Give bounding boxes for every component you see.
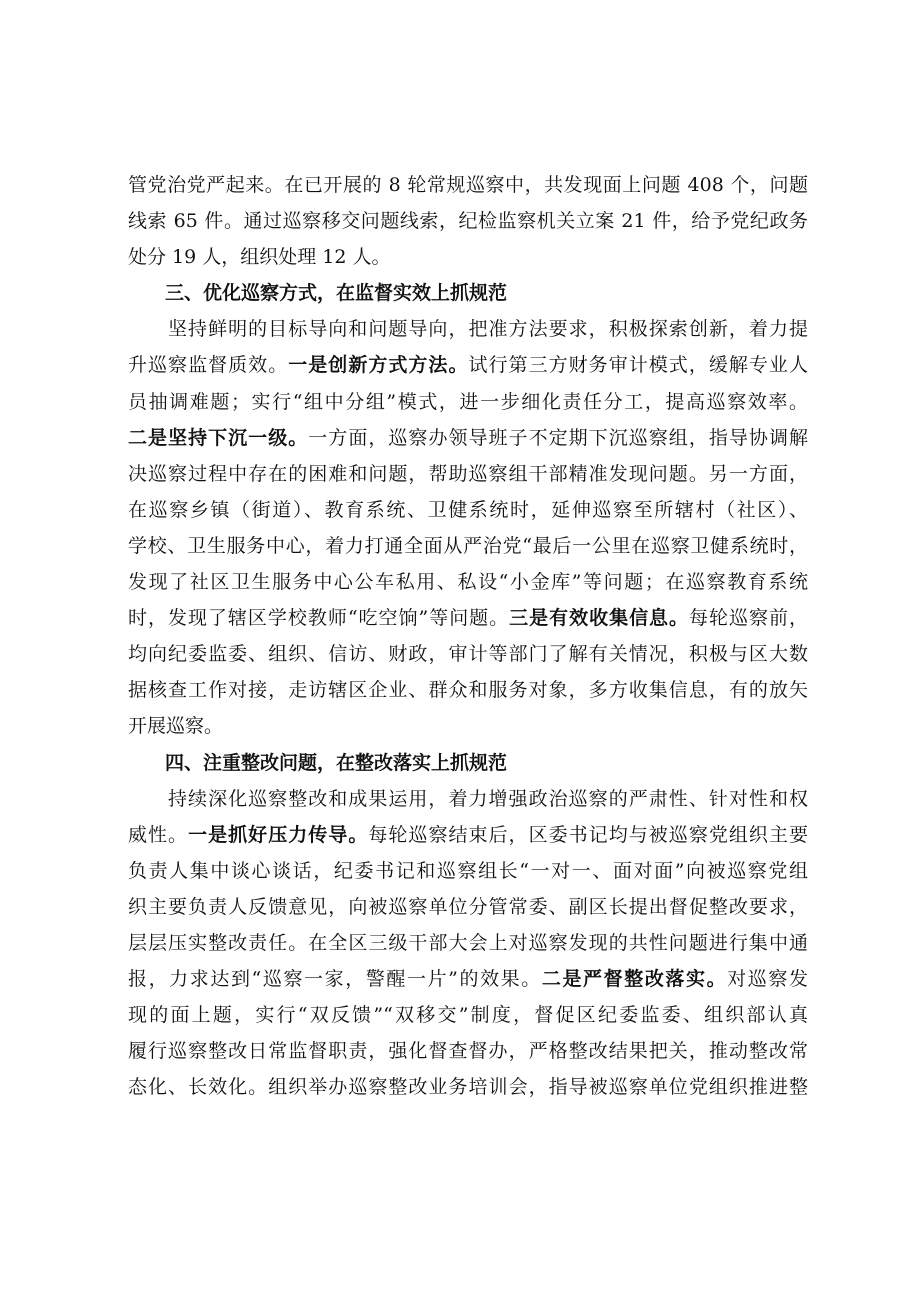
paragraph-line: [128, 961, 808, 997]
paragraph-line: [128, 600, 808, 636]
paragraph-line: 现的面上题，实行“双反馈”“双移交”制度，督促区纪委监委、组织部认真: [128, 1004, 808, 1027]
section-heading-3: 三、优化巡察方式，在监督实效上抓规范: [165, 282, 508, 305]
line-text: 报，力求达到“巡察一家，警醒一片”的效果。: [128, 968, 542, 991]
bold-point-1: 一是抓好压力传导。: [188, 823, 369, 846]
paragraph-line: 决巡察过程中存在的困难和问题，帮助巡察组干部精准发现问题。另一方面，: [128, 462, 808, 485]
paragraph-line: 员抽调难题；实行“组中分组”模式，进一步细化责任分工，提高巡察效率。: [128, 390, 808, 413]
paragraph-line: 管党治党严起来。在已开展的 8 轮常规巡察中，共发现面上问题 408 个，问题: [128, 174, 808, 196]
bold-point-1: 一是创新方式方法。: [288, 354, 469, 377]
line-text: 时，发现了辖区学校教师“吃空饷”等问题。: [128, 607, 510, 630]
line-text: 试行第三方财务审计模式，缓解专业人: [468, 354, 808, 377]
paragraph-line: 学校、卫生服务中心，着力打通全面从严治党“最后一公里在巡察卫健系统时，: [128, 534, 808, 557]
paragraph-line: 态化、长效化。组织举办巡察整改业务培训会，指导被巡察单位党组织推进整: [128, 1076, 808, 1099]
paragraph-line: 履行巡察整改日常监督职责，强化督查督办，严格整改结果把关，推动整改常: [128, 1040, 808, 1063]
paragraph-line: 层层压实整改责任。在全区三级干部大会上对巡察发现的共性问题进行集中通: [128, 931, 808, 954]
paragraph-line: [128, 347, 808, 383]
paragraph-line: 开展巡察。: [128, 715, 224, 738]
line-text: 威性。: [128, 823, 189, 846]
line-text: 一方面，巡察办领导班子不定期下沉巡察组，指导协调解: [308, 426, 808, 449]
paragraph-line: 坚持鲜明的目标导向和问题导向，把准方法要求，积极探索创新，着力提: [168, 318, 808, 341]
bold-point-2: 二是坚持下沉一级。: [128, 426, 309, 449]
paragraph-line: [128, 817, 808, 853]
line-text: 每轮巡察前，: [689, 607, 808, 630]
line-text: 对巡察发: [727, 968, 808, 991]
document-body: [128, 167, 808, 1105]
paragraph-line: 线索 65 件。通过巡察移交问题线索，纪检监察机关立案 21 件，给予党纪政务: [128, 210, 808, 233]
paragraph-line: [128, 420, 808, 456]
bold-point-3: 三是有效收集信息。: [509, 607, 690, 630]
paragraph-line: 处分 19 人，组织处理 12 人。: [128, 246, 391, 269]
bold-point-2: 二是严督整改落实。: [541, 968, 728, 991]
paragraph-line: 负责人集中谈心谈话，纪委书记和巡察组长“一对一、面对面”向被巡察党组: [128, 859, 808, 882]
line-text: 每轮巡察结束后，区委书记均与被巡察党组织主要: [368, 823, 808, 846]
paragraph-line: 织主要负责人反馈意见，向被巡察单位分管常委、副区长提出督促整改要求，: [128, 895, 808, 918]
paragraph-line: 在巡察乡镇（街道）、教育系统、卫健系统时，延伸巡察至所辖村（社区）、: [128, 498, 808, 521]
paragraph-line: 据核查工作对接，走访辖区企业、群众和服务对象，多方收集信息，有的放矢: [128, 679, 808, 702]
paragraph-line: 发现了社区卫生服务中心公车私用、私设“小金库”等问题；在巡察教育系统: [128, 571, 808, 594]
paragraph-line: 持续深化巡察整改和成果运用，着力增强政治巡察的严肃性、针对性和权: [168, 787, 808, 810]
section-heading-4: 四、注重整改问题，在整改落实上抓规范: [165, 751, 508, 774]
paragraph-line: 均向纪委监委、组织、信访、财政，审计等部门了解有关情况，积极与区大数: [128, 643, 808, 666]
line-text: 升巡察监督质效。: [128, 354, 289, 377]
